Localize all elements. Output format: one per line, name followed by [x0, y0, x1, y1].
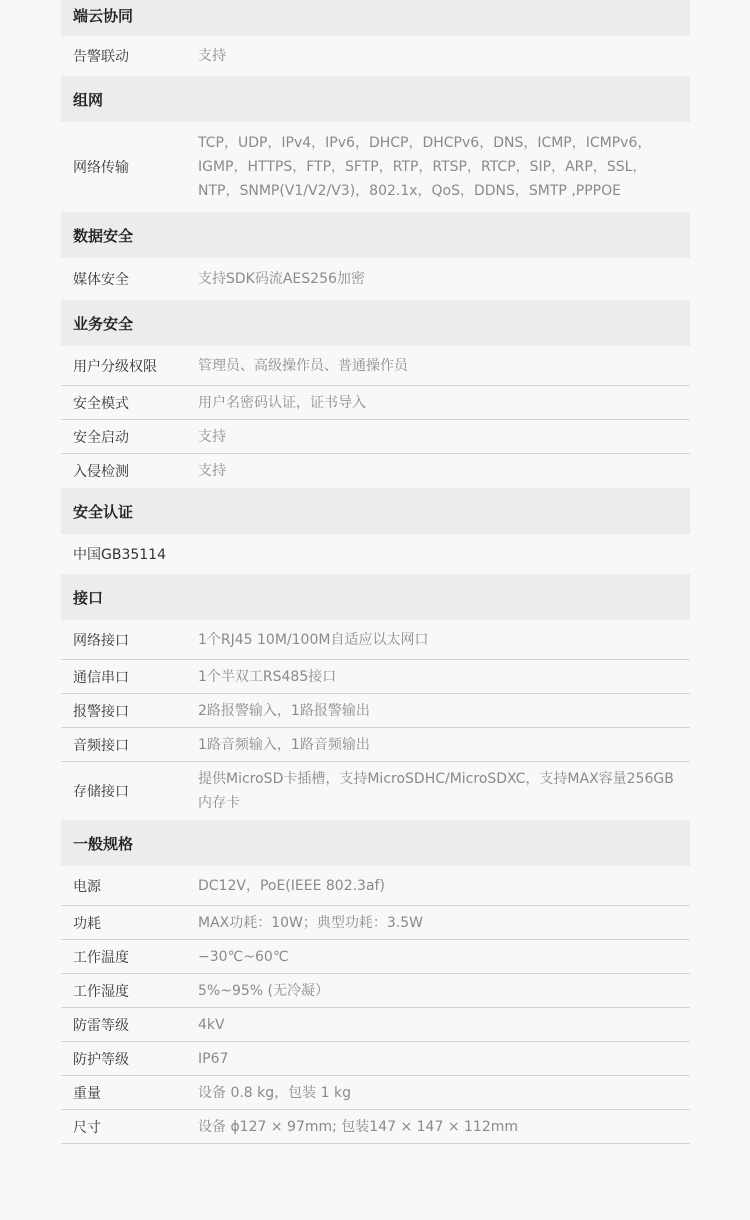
row-label: 用户分级权限	[73, 358, 157, 375]
row-label: 存储接口	[73, 784, 129, 800]
row-value: 支持	[198, 48, 226, 64]
row-value: −30℃~60℃	[198, 948, 289, 965]
row-value: 提供MicroSD卡插槽，支持MicroSDHC/MicroSDXC，支持MAX容量256GB内存卡	[198, 771, 674, 811]
table-row	[61, 940, 690, 974]
table-row	[61, 694, 690, 728]
row-value: MAX功耗：10W；典型功耗：3.5W	[198, 914, 424, 931]
table-row	[61, 728, 690, 762]
table-row	[61, 906, 690, 940]
row-label: 通信串口	[73, 669, 129, 686]
table-row	[61, 762, 690, 820]
section-header-interfaces: 接口	[61, 574, 690, 620]
row-value: 用户名密码认证，证书导入	[198, 394, 366, 411]
row-label: 防护等级	[73, 1051, 129, 1068]
row-label: 网络接口	[73, 632, 129, 649]
row-label: 安全启动	[73, 429, 129, 446]
row-label: 电源	[73, 878, 101, 895]
row-label: 防雷等级	[73, 1017, 129, 1034]
row-value: 1个RJ45 10M/100M自适应以太网口	[198, 631, 429, 648]
row-value: IP67	[198, 1050, 229, 1067]
row-value: 支持	[198, 463, 226, 479]
spec-table	[61, 0, 690, 1144]
section-header-network: 组网	[61, 76, 690, 122]
table-row	[61, 386, 690, 420]
table-row	[61, 1042, 690, 1076]
row-label: 报警接口	[73, 703, 129, 720]
table-row	[61, 866, 690, 906]
row-label: 音频接口	[73, 737, 129, 754]
table-row	[61, 534, 690, 574]
row-value: 设备 0.8 kg，包装 1 kg	[198, 1084, 351, 1101]
section-header-cloud: 端云协同	[61, 0, 690, 36]
table-row	[61, 620, 690, 660]
table-row	[61, 346, 690, 386]
table-row	[61, 1110, 690, 1144]
row-label: 工作温度	[73, 949, 129, 966]
row-label: 重量	[73, 1085, 101, 1102]
row-value: 1路音频输入，1路音频输出	[198, 736, 370, 753]
row-value: 管理员、高级操作员、普通操作员	[198, 357, 408, 374]
table-row	[61, 1076, 690, 1110]
row-label: 安全模式	[73, 395, 129, 412]
row-value: TCP，UDP，IPv4，IPv6，DHCP，DHCPv6，DNS，ICMP，ICMPv6，IGMP，HTTPS，FTP，SFTP，RTP，RTSP，RTCP，SIP，ARP，SSL，NTP，SNMP(V1/V2/V3)，802.1x，QoS，DDNS，SMTP ,PPPOE	[198, 135, 652, 199]
row-label: 中国GB35114	[73, 547, 166, 563]
row-value: 2路报警输入，1路报警输出	[198, 702, 370, 719]
table-row	[61, 122, 690, 212]
row-value: 5%~95% (无冷凝）	[198, 982, 329, 999]
row-value: 设备 ϕ127 × 97mm; 包装147 × 147 × 112mm	[198, 1118, 518, 1135]
row-value: 支持SDK码流AES256加密	[198, 271, 365, 287]
row-value: DC12V，PoE(IEEE 802.3af)	[198, 877, 385, 894]
row-value: 支持	[198, 428, 226, 445]
section-header-data-security: 数据安全	[61, 212, 690, 258]
table-row	[61, 36, 690, 76]
table-row	[61, 660, 690, 694]
table-row	[61, 258, 690, 300]
table-row	[61, 1008, 690, 1042]
row-value: 4kV	[198, 1016, 225, 1033]
row-label: 网络传输	[73, 160, 129, 176]
row-label: 功耗	[73, 915, 101, 932]
section-header-certification: 安全认证	[61, 488, 690, 534]
row-label: 工作湿度	[73, 983, 129, 1000]
table-row	[61, 420, 690, 454]
section-header-business-security: 业务安全	[61, 300, 690, 346]
table-row	[61, 974, 690, 1008]
row-value: 1个半双工RS485接口	[198, 668, 337, 685]
row-label: 尺寸	[73, 1119, 101, 1136]
section-header-general: 一般规格	[61, 820, 690, 866]
row-label: 媒体安全	[73, 272, 129, 288]
row-label: 告警联动	[73, 49, 129, 65]
table-row	[61, 454, 690, 488]
row-label: 入侵检测	[73, 464, 129, 480]
